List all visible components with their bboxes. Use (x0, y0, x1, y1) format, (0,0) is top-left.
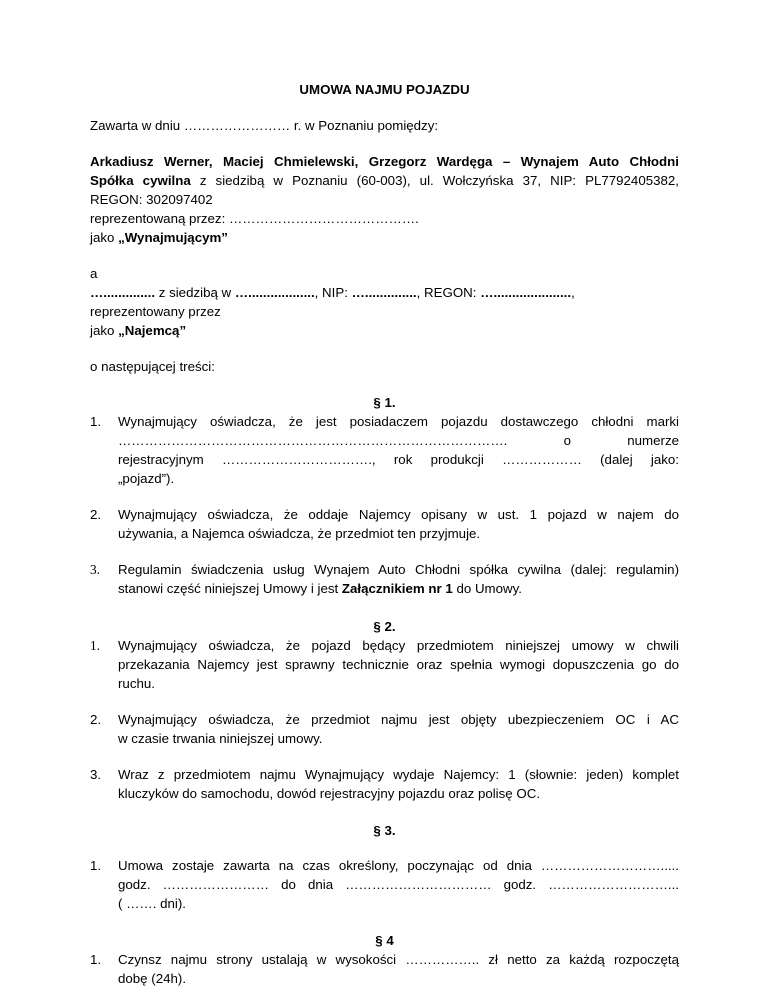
s1-item-2-number: 2. (90, 507, 102, 522)
lessee-nip-blank: ….............. (351, 285, 417, 300)
s3-item-1-line: godz. …………………… do dnia …………………………… godz. ………………………... (118, 877, 679, 892)
s1-item-3-number: 3. (90, 562, 100, 577)
s1-item-1-line: rejestracyjnym ……………………………., rok produkcji ……………… (dalej jako: (118, 452, 679, 467)
section-2-heading: § 2. (373, 619, 396, 634)
s1-item-1-line: Wynajmujący oświadcza, że jest posiadaczem pojazdu dostawczego chłodni marki (118, 414, 679, 429)
intro-line: Zawarta w dniu …………………… r. w Poznaniu pomiędzy: (90, 118, 439, 133)
s1-item-2-line: Wynajmujący oświadcza, że oddaje Najemcy opisany w ust. 1 pojazd w najem do (118, 507, 679, 522)
lessee-regon-label: , REGON: (416, 285, 481, 300)
lessor-address (90, 171, 679, 191)
s1-item-1-line: ……………………………………………………………………………. o numerze (118, 433, 679, 448)
s2-item-3-line: Wraz z przedmiotem najmu Wynajmujący wydaje Najemcy: 1 (słownie: jeden) komplet (118, 767, 679, 782)
content-intro: o następującej treści: (90, 359, 215, 374)
s1-item-3-line (118, 579, 679, 599)
lessor-role-name: „Wynajmującym” (118, 230, 228, 245)
s4-item-1-line: Czynsz najmu strony ustalają w wysokości …………….. zł netto za każdą rozpoczętą (118, 952, 679, 967)
s3-item-1-number: 1. (90, 858, 102, 873)
s2-item-2-number: 2. (90, 712, 102, 727)
lessee-line-end: , (571, 285, 575, 300)
document-title: UMOWA NAJMU POJAZDU (299, 82, 470, 97)
attachment-reference: Załącznikiem nr 1 (341, 581, 453, 596)
s3-item-1-line: Umowa zostaje zawarta na czas określony, poczynając od dnia ………………………..... (118, 858, 679, 873)
s2-item-2-line: w czasie trwania niniejszej umowy. (118, 731, 323, 746)
s1-item-1-number: 1. (90, 414, 102, 429)
section-1-heading: § 1. (373, 395, 396, 410)
lessor-role-prefix: jako (90, 230, 119, 245)
lessor-company-type: Spółka cywilna (90, 173, 191, 188)
lessor-role (90, 228, 679, 248)
section-3-heading: § 3. (373, 823, 396, 838)
s2-item-3-line: kluczyków do samochodu, dowód rejestracyjny pojazdu oraz polisę OC. (118, 786, 541, 801)
lessee-seat-blank: ….................. (234, 285, 315, 300)
section-4-heading: § 4 (375, 933, 394, 948)
lessee-seat-label: z siedzibą w (155, 285, 235, 300)
s2-item-1-number: 1. (90, 638, 100, 653)
s4-item-1-number: 1. (90, 952, 102, 967)
lessor-representative: reprezentowaną przez: ……………………………………. (90, 211, 419, 226)
s2-item-1-line: przekazania Najemcy jest sprawny technicznie oraz spełnia wymogi dopuszczenia go do (118, 657, 679, 672)
s2-item-1-line: Wynajmujący oświadcza, że pojazd będący przedmiotem niniejszej umowy w chwili (118, 638, 679, 653)
s1-item-2-line: używania, a Najemca oświadcza, że przedmiot ten przyjmuje. (118, 526, 481, 541)
lessor-names: Arkadiusz Werner, Maciej Chmielewski, Grzegorz Wardęga – Wynajem Auto Chłodni (90, 154, 679, 169)
lessee-role-name: „Najemcą” (118, 323, 187, 338)
lessee-details (90, 283, 679, 303)
lessee-regon-blank: …..................... (480, 285, 572, 300)
s1-item-3-text-end: do Umowy. (452, 581, 522, 596)
lessee-role-prefix: jako (90, 323, 119, 338)
lessee-role (90, 321, 679, 341)
s2-item-3-number: 3. (90, 767, 102, 782)
s1-item-1-line: „pojazd”). (118, 471, 175, 486)
s3-item-1-line: ( ……. dni). (118, 896, 186, 911)
lessor-address-text: z siedzibą w Poznaniu (60-003), ul. Wołczyńska 37, NIP: PL7792405382, (190, 173, 679, 188)
lessor-regon: REGON: 302097402 (90, 192, 213, 207)
conjunction: a (90, 266, 98, 281)
lessee-nip-label: , NIP: (314, 285, 352, 300)
s1-item-3-text: stanowi część niniejszej Umowy i jest (118, 581, 342, 596)
s2-item-1-line: ruchu. (118, 676, 155, 691)
s4-item-1-line: dobę (24h). (118, 971, 187, 986)
lessee-representative: reprezentowany przez (90, 304, 221, 319)
s2-item-2-line: Wynajmujący oświadcza, że przedmiot najmu jest objęty ubezpieczeniem OC i AC (118, 712, 679, 727)
lessee-name-blank: ….............. (90, 285, 156, 300)
s1-item-3-line: Regulamin świadczenia usług Wynajem Auto Chłodni spółka cywilna (dalej: regulamin) (118, 562, 679, 577)
